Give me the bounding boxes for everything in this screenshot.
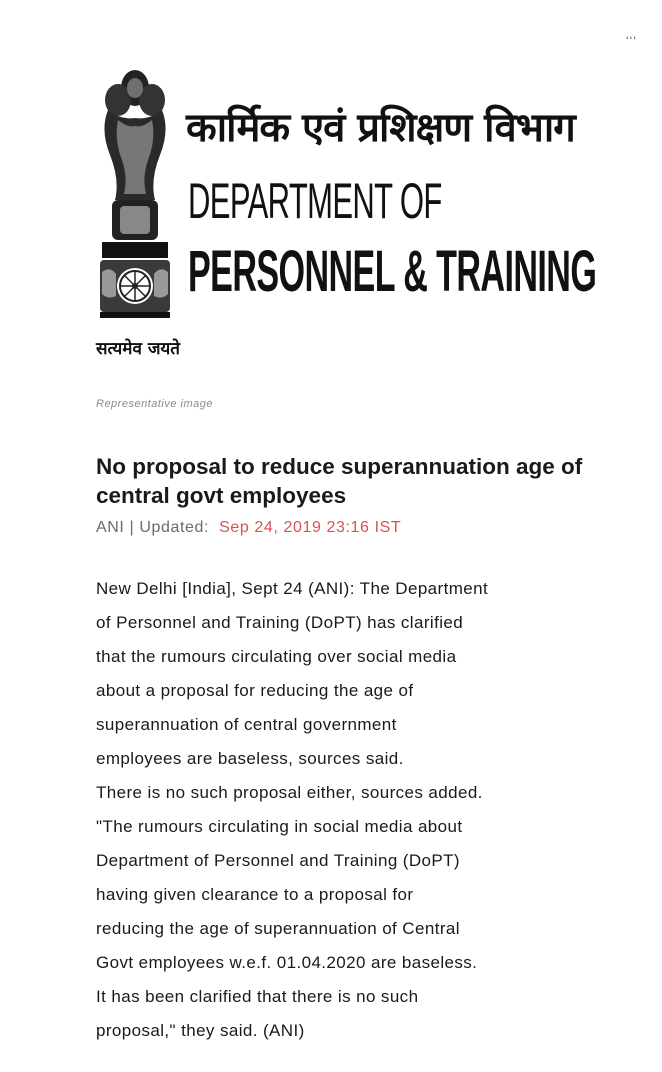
department-name-hindi: कार्मिक एवं प्रशिक्षण विभाग (186, 105, 575, 151)
body-line: that the rumours circulating over social media (96, 647, 457, 666)
article-body (96, 572, 566, 1048)
body-line: employees are baseless, sources said. (96, 749, 404, 768)
body-line: superannuation of central government (96, 715, 397, 734)
body-line: Govt employees w.e.f. 01.04.2020 are baseless. (96, 953, 478, 972)
body-line: having given clearance to a proposal for (96, 885, 414, 904)
body-line: It has been clarified that there is no such (96, 987, 419, 1006)
more-options-icon[interactable]: ʻʻʻ (626, 34, 637, 48)
body-line: New Delhi [India], Sept 24 (ANI): The Department (96, 579, 489, 598)
ashoka-emblem-icon (90, 60, 180, 360)
body-line: There is no such proposal either, sources added. (96, 783, 483, 802)
body-line: about a proposal for reducing the age of (96, 681, 414, 700)
body-line: of Personnel and Training (DoPT) has clarified (96, 613, 464, 632)
body-line: Department of Personnel and Training (DoPT) (96, 851, 460, 870)
image-caption: Representative image (96, 398, 214, 410)
article-meta (96, 519, 401, 537)
body-line: "The rumours circulating in social media about (96, 817, 463, 836)
department-name-line2: PERSONNEL & TRAINING (188, 239, 597, 304)
article-headline: No proposal to reduce superannuation age of central govt employees (96, 454, 583, 508)
publish-date: Sep 24, 2019 23:16 IST (219, 519, 402, 536)
byline: ANI | Updated: (96, 519, 210, 536)
department-name-line1: DEPARTMENT OF (188, 173, 442, 229)
body-line: proposal," they said. (ANI) (96, 1021, 305, 1040)
department-logo-header (90, 60, 597, 380)
body-line: reducing the age of superannuation of Central (96, 919, 460, 938)
emblem-motto: सत्यमेव जयते (96, 339, 180, 359)
